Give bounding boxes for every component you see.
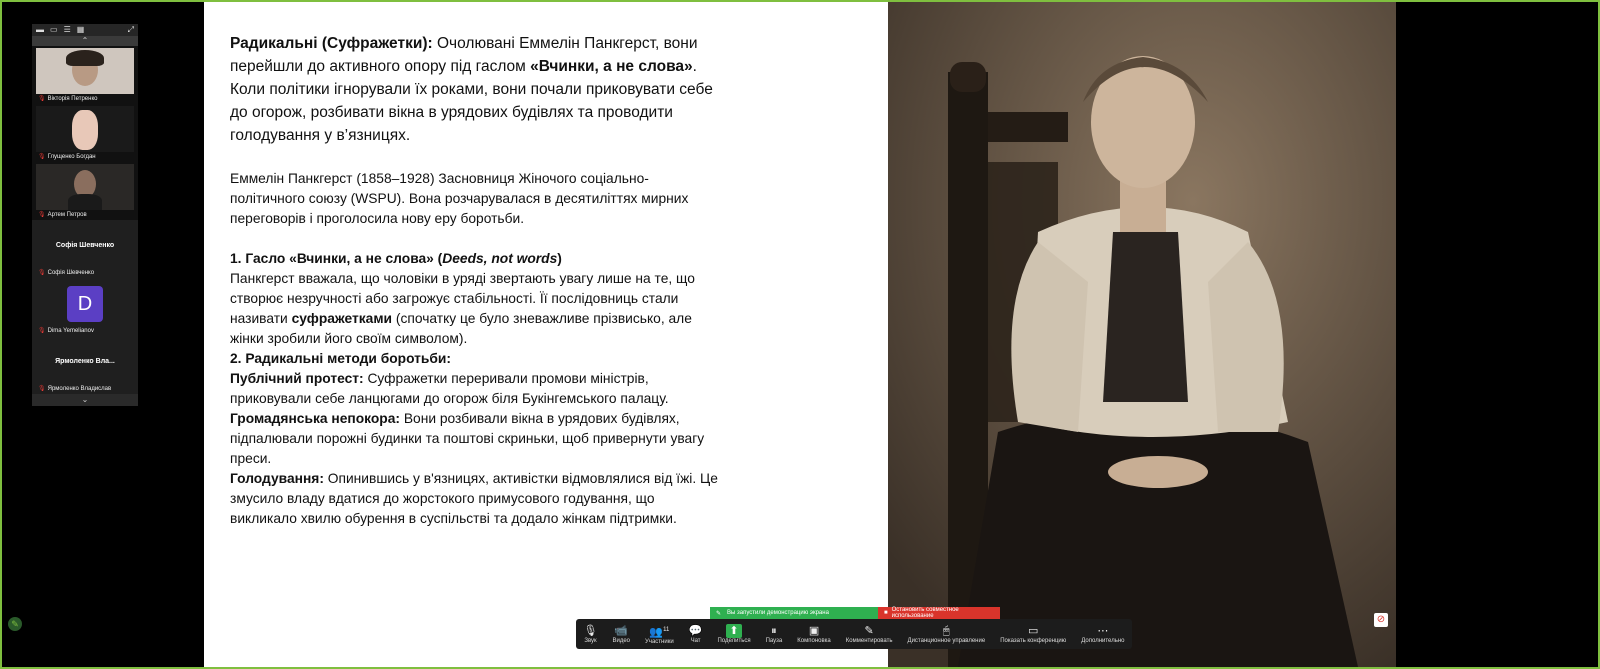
share-status-text: Вы запустили демонстрацию экрана [727,610,829,616]
audio-button[interactable] [584,624,598,644]
participants-button[interactable] [645,623,674,646]
portrait-illustration [888,2,1396,667]
participants-label: Участники [645,639,674,646]
pause-button[interactable] [766,624,783,644]
slide-text [230,32,720,529]
heading-1-italic: Deeds, not words [442,251,558,266]
stop-share-button[interactable] [878,607,1000,619]
edit-icon[interactable]: ✎ [8,617,22,631]
heading-1-b: ) [557,251,562,266]
muted-mic-icon: 🎙 [38,212,46,218]
participant-tile[interactable] [32,220,138,278]
participants-icon [649,623,669,640]
annotate-label: Комментировать [845,638,893,644]
pencil-icon: ✎ [864,625,874,637]
pause-icon: ⏸ [771,625,777,637]
method-1-text: Суфражетки переривали промови міністрів, приковували себе ланцюгами до огорож біля Букінгемського палацу. [230,371,669,406]
minimize-icon[interactable]: ▬ [36,25,44,34]
share-icon: ⬆ [726,624,741,638]
participant-name: Артем Петров [47,212,87,218]
share-status [710,607,878,619]
layout-icon[interactable]: ▭ [50,25,58,34]
heading-1-a: 1. Гасло «Вчинки, а не слова» ( [230,251,443,266]
more-button[interactable] [1081,624,1124,644]
shared-slide [204,2,888,667]
muted-mic-icon: 🎙 [38,154,46,160]
method-2-title: Громадянська непокора: [230,411,400,426]
layout-icon: ▣ [808,625,820,637]
participants-count: 11 [663,626,670,633]
heading-2: 2. Радикальні методи боротьби: [230,351,451,366]
more-icon: ⋯ [1097,625,1109,637]
share-button[interactable] [717,624,750,644]
portrait-photo [888,2,1396,667]
participant-tile[interactable] [32,46,138,104]
layout-button[interactable] [797,624,830,644]
participant-tile[interactable] [32,278,138,336]
participant-name: Вікторія Петренко [47,96,98,102]
intro-bold-1: Радикальні (Суфражетки): [230,35,433,52]
annotate-button[interactable] [846,624,893,644]
details-paragraph [230,249,720,529]
participants-panel [32,24,138,404]
stop-icon: ■ [884,610,888,616]
scroll-up-icon[interactable]: ⌃ [32,36,138,46]
no-entry-icon[interactable]: ⊘ [1374,613,1388,627]
microphone-icon: 🎙 [583,625,598,637]
show-meeting-label: Показать конференцию [1000,638,1067,644]
audio-label: Звук [584,638,597,644]
chat-button[interactable] [689,624,703,644]
meeting-toolbar [576,619,1132,649]
section-1-a: Панкгерст вважала, що чоловіки в уряді звертають увагу лише на те, що створює незручності або загрожує стабільності. Її послідовниць стали називати [230,271,695,326]
pause-label: Пауза [765,638,783,644]
muted-mic-icon: 🎙 [38,386,46,392]
participant-name: Глущенко Богдан [47,154,96,160]
video-button[interactable] [612,624,630,644]
screen-share-bar [710,607,1000,619]
scroll-down-icon[interactable]: ⌄ [32,394,138,406]
participant-name: Ярмоленко Владислав [47,386,112,392]
intro-paragraph [230,32,720,147]
participant-tile[interactable] [32,336,138,394]
method-2-text: Вони розбивали вікна в урядових будівлях, підпалювали порожні будинки та поштові скриньки, щоб привернути увагу преси. [230,411,705,466]
method-3-text: Опинившись у в'язницях, активістки відмовлялися від їжі. Це змусило владу вдатися до жорстокого примусового годування, що викликало хвилю обурення в суспільстві та додало жінкам підтримки. [230,471,718,526]
intro-text-2: . Коли політики ігнорували їх роками, вони почали приковувати себе до огорож, розбивати вікна в урядових будівлях та проводити голодування у в’язницях. [230,58,713,144]
muted-mic-icon: 🎙 [38,328,46,334]
heading-1 [230,251,562,266]
video-label: Видео [612,638,631,644]
more-label: Дополнительно [1081,638,1125,644]
muted-mic-icon: 🎙 [38,96,46,102]
participant-name: Dima Yemelianov [47,328,94,334]
method-1-title: Публічний протест: [230,371,364,386]
chat-icon: 💬 [688,625,703,637]
participant-tile[interactable] [32,104,138,162]
participant-tile[interactable] [32,162,138,220]
participants-glyph: 👥 [649,626,664,639]
remote-control-label: Дистанционное управление [907,638,986,644]
remote-control-button[interactable] [908,624,986,644]
speaker-view-icon[interactable]: ☰ [63,25,71,34]
pin-icon[interactable]: ✎ [716,610,722,617]
participant-big-name: Ярмоленко Вла... [55,358,115,365]
intro-text-1: Очолювані Еммелін Панкгерст, вони перейшли до активного опору під гаслом [230,35,698,75]
expand-icon[interactable]: ⤢ [127,25,134,34]
bio-paragraph: Еммелін Панкгерст (1858–1928) Засновниця Жіночого соціально-політичного союзу (WSPU). Вона розчарувалася в десятиліттях мирних переговорів і проголосила нову еру боротьби. [230,171,689,226]
stop-share-label: Остановить совместное использование [891,607,959,619]
camera-icon: 📹 [614,625,629,637]
participant-name: Софія Шевченко [47,270,95,276]
method-3-title: Голодування: [230,471,324,486]
muted-mic-icon: 🎙 [38,270,46,276]
section-1-bold: суфражетками [291,311,393,326]
chat-label: Чат [690,638,701,644]
show-meeting-button[interactable] [1000,624,1066,644]
window-icon: ▭ [1028,625,1039,637]
section-1-c: (спочатку це було зневажливе прізвисько, але жінки зробили його своїм символом). [230,311,692,346]
share-label: Поделиться [717,638,751,644]
mouse-icon: 🖱 [943,625,950,637]
participant-big-name: Софія Шевченко [55,242,115,249]
gallery-view-icon[interactable]: ▦ [76,25,85,34]
panel-view-controls [32,24,138,36]
layout-label: Компоновка [797,638,831,644]
intro-bold-2: «Вчинки, а не слова» [530,58,693,75]
avatar: D [67,286,103,322]
